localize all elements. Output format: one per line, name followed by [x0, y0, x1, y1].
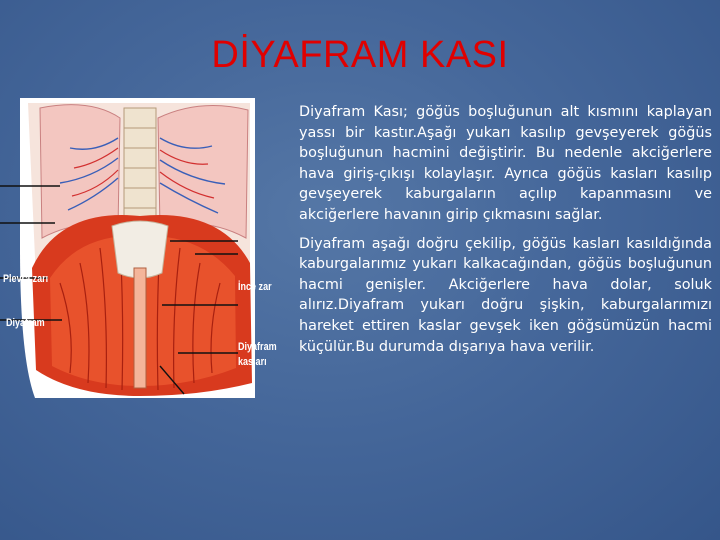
- aorta: [134, 268, 146, 388]
- slide-title: DİYAFRAM KASI: [211, 34, 509, 76]
- label-pleura: Plevra zarı: [3, 273, 49, 285]
- label-peritoneum: İnce zar: [238, 281, 272, 293]
- slide-body: [299, 102, 712, 365]
- label-diaphragm-muscles-line1: Diyafram: [238, 341, 277, 353]
- paragraph-1: Diyafram Kası; göğüs boşluğunun alt kısmını kaplayan yassı bir kastır.Aşağı yukarı kasılıp gevşeyerek göğüs boşluğunun hacmini değiştirir. Bu nedenle akciğerlere hava giriş-çıkışı kolaylaşır. Ayrıca göğüs kasları kasılıp gevşeyerek kaburgaların açılıp kapanmasını ve akciğerlere havanın girip çıkmasını sağlar.: [299, 104, 712, 223]
- label-diaphragm-muscles-line2: kasları: [238, 356, 267, 368]
- label-diaphragm: Diyafram: [6, 317, 45, 329]
- paragraph-2: Diyafram aşağı doğru çekilip, göğüs kasları kasıldığında kaburgalarımız yukarı kalkacağından, göğüs boşluğunun hacmi genişler. Akciğerlere hava dolar, soluk alırız.Diyafram yukarı doğru şişkin, kaburgalarımızı hareket ettiren kaslar gevşek iken göğsümüzün hacmi küçülür.Bu durumda dışarıya hava verilir.: [299, 235, 712, 355]
